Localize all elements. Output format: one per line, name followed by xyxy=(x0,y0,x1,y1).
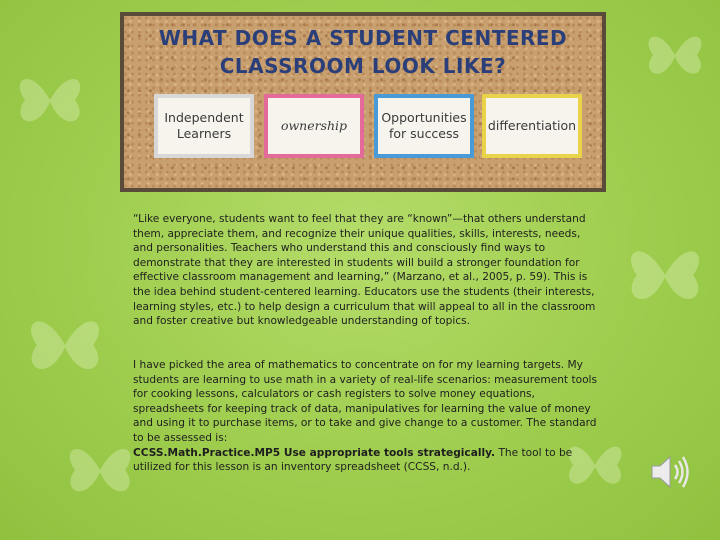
butterfly-icon xyxy=(60,430,140,510)
card-ownership: ownership xyxy=(264,94,364,158)
standard-text: CCSS.Math.Practice.MP5 Use appropriate tools strategically. xyxy=(133,446,496,459)
card-independent-learners: Independent Learners xyxy=(154,94,254,158)
butterfly-icon xyxy=(20,300,110,390)
butterfly-icon xyxy=(620,230,710,320)
speaker-icon[interactable] xyxy=(648,450,692,494)
butterfly-icon xyxy=(10,60,90,140)
butterfly-icon xyxy=(640,20,710,90)
board-title-line2: CLASSROOM LOOK LIKE? xyxy=(219,54,507,78)
card-opportunities: Opportunities for success xyxy=(374,94,474,158)
paragraph-math-intro: I have picked the area of mathematics to concentrate on for my learning targets. My students are learning to use math in a variety of real-life scenarios: measurement tools for cooking lessons, calculators or cash registers to solve money equations, spreadsheets for keeping track of data, manipulatives for learning the value of money and using it to purchase items, or to take and give change to a customer. The standard to be assessed is: xyxy=(133,359,598,444)
paragraph-math-end: The tool to be utilized for this lesson is an inventory spreadsheet (CCSS, n.d.). xyxy=(133,446,573,474)
card-differentiation: differentiation xyxy=(482,94,582,158)
paragraph-math xyxy=(133,358,599,475)
corkboard-image xyxy=(120,12,606,192)
board-title-line1: WHAT DOES A STUDENT CENTERED xyxy=(158,26,568,50)
paragraph-quote: “Like everyone, students want to feel that they are “known”—that others understand them, appreciate them, and recognize their unique qualities, skills, interests, needs, and personalities. Teachers who understand this and consciously find ways to demonstrate that they are interested in students will build a stronger foundation for effective classroom management and learning,” (Marzano, et al., 2005, p. 59). This is the idea behind student-centered learning. Educators use the students (their interests, learning styles, etc.) to help design a curriculum that will appeal to all in the classroom and foster creative but knowledgeable understanding of topics. xyxy=(133,213,596,328)
